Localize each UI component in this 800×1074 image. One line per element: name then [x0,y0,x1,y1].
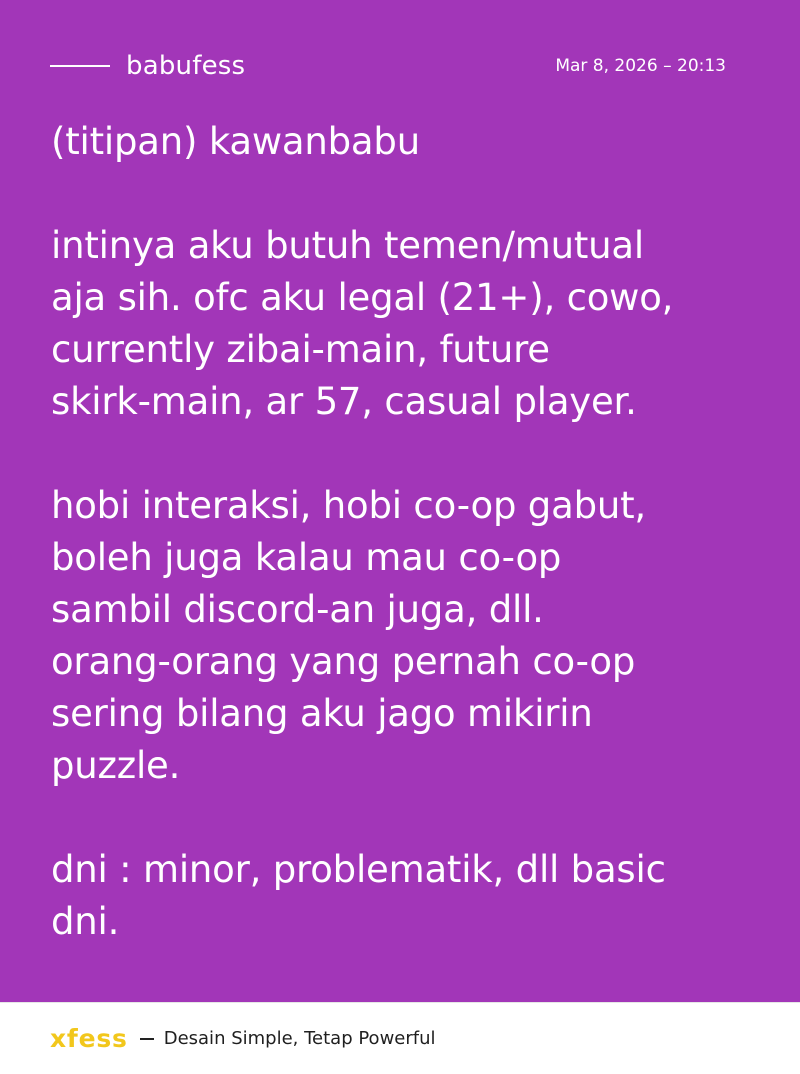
footer-tagline: Desain Simple, Tetap Powerful [163,1028,436,1049]
brand-logo: xfess [50,1024,128,1053]
post-timestamp: Mar 8, 2026 – 20:13 [555,56,726,76]
sender-name: babufess [126,51,246,81]
card-header [50,48,726,84]
header-divider [50,65,110,67]
footer-bar [0,1002,800,1074]
footer-separator [140,1038,154,1040]
message-body: (titipan) kawanbabu intinya aku butuh temen/mutual aja sih. ofc aku legal (21+), cowo, currently zibai-main, future skirk-main, ar 57, casual player. hobi interaksi, hobi co-op gabut, boleh juga kalau mau co-op sambil discord-an juga, dll. orang-orang yang pernah co-op sering bilang aku jago mikirin puzzle. dni : minor, problematik, dll basic dni. [51,120,674,943]
